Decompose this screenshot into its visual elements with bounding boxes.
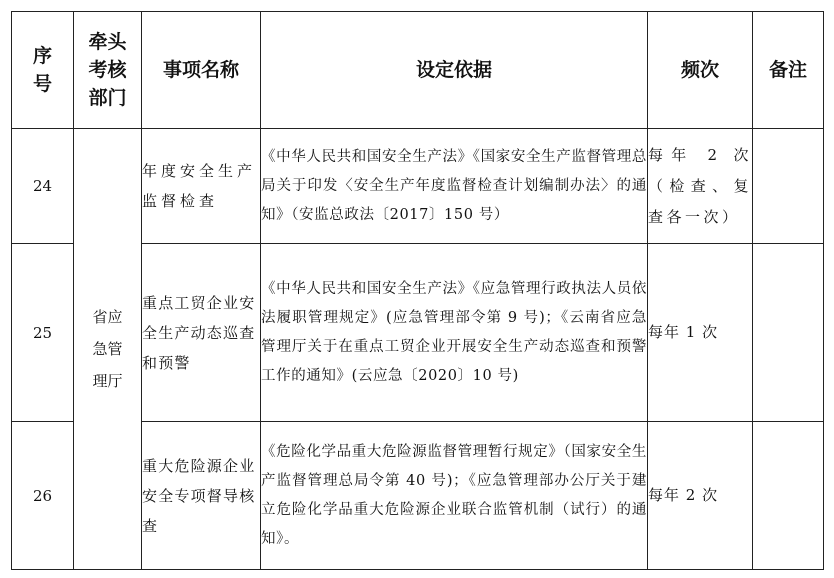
inspection-items-table (11, 11, 824, 570)
row-frequency: 每年 1 次 (648, 244, 753, 422)
lead-department: 省应 急管 理厅 (74, 129, 142, 570)
row-seq: 26 (12, 422, 74, 570)
header-frequency: 频次 (648, 12, 753, 129)
row-note (753, 244, 824, 422)
header-row (12, 12, 824, 129)
header-item-name: 事项名称 (142, 12, 261, 129)
row-note (753, 422, 824, 570)
row-frequency: 每年 2 次 (648, 422, 753, 570)
header-dept: 牵头 考核 部门 (74, 12, 142, 129)
row-item-name: 年度安全生产监督检查 (142, 129, 261, 244)
row-note (753, 129, 824, 244)
row-basis: 《中华人民共和国安全生产法》《国家安全生产监督管理总局关于印发〈安全生产年度监督检查计划编制办法〉的通知》（安监总政法〔2017〕150 号） (261, 129, 648, 244)
row-item-name: 重大危险源企业安全专项督导核查 (142, 422, 261, 570)
header-basis: 设定依据 (261, 12, 648, 129)
header-note: 备注 (753, 12, 824, 129)
row-basis: 《危险化学品重大危险源监督管理暂行规定》（国家安全生产监督管理总局令第 40 号)；《应急管理部办公厅关于建立危险化学品重大危险源企业联合监管机制（试行）的通知》。 (261, 422, 648, 570)
table-row (12, 129, 824, 244)
row-frequency: 每年 2 次（检查、复查各一次） (648, 129, 753, 244)
row-seq: 25 (12, 244, 74, 422)
row-item-name: 重点工贸企业安全生产动态巡查和预警 (142, 244, 261, 422)
header-seq: 序 号 (12, 12, 74, 129)
row-seq: 24 (12, 129, 74, 244)
row-basis: 《中华人民共和国安全生产法》《应急管理行政执法人员依法履职管理规定》(应急管理部令第 9 号)；《云南省应急管理厅关于在重点工贸企业开展安全生产动态巡查和预警工作的通知》(云应急〔2020〕10 号) (261, 244, 648, 422)
